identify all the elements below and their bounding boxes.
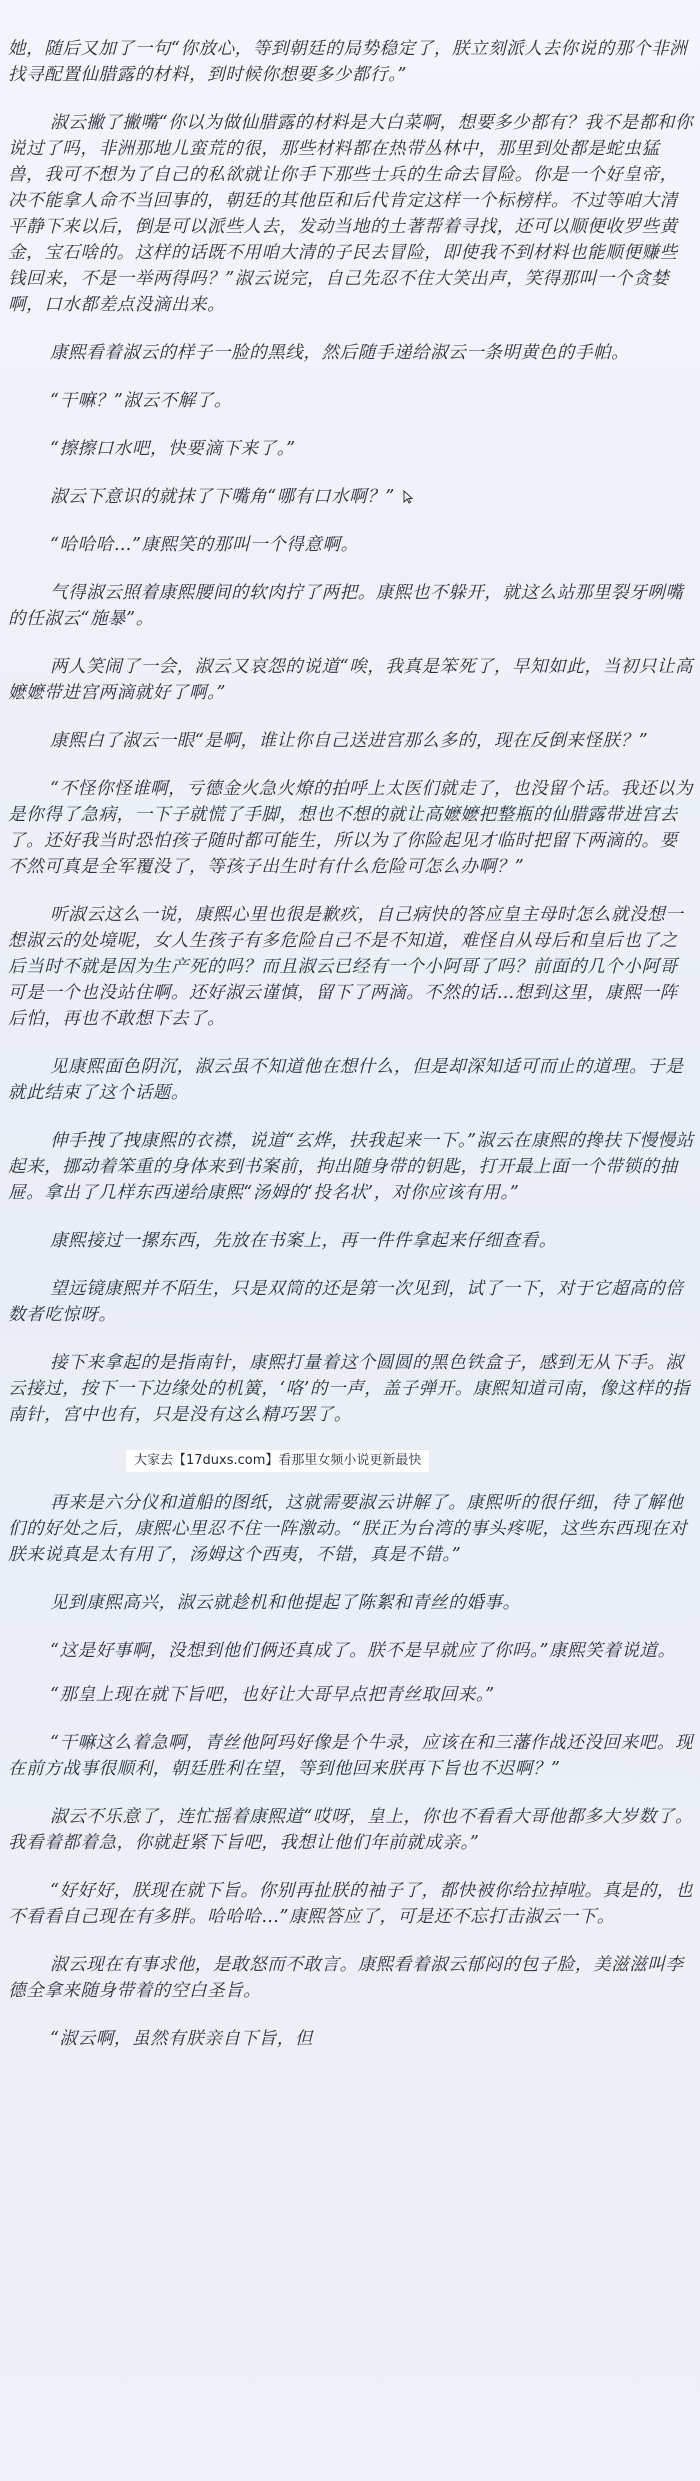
ad-suffix: 】看那里女频小说更新最快	[265, 1453, 422, 1468]
paragraph: 再来是六分仪和道船的图纸，这就需要淑云讲解了。康熙听的很仔细，待了解他们的好处之后，康熙心里忍不住一阵激动。“朕正为台湾的事头疼呢，这些东西现在对朕来说真是太有用了，汤姆这个西夷，不错，真是不错。”	[8, 1493, 688, 1565]
paragraph: “干嘛？”淑云不解了。	[50, 391, 232, 411]
paragraph: 听淑云这么一说，康熙心里也很是歉疚，自己病快的答应皇主母时怎么就没想一想淑云的处境呢，女人生孩子有多危险自己不是不知道，难怪自从母后和皇后也了之后当时不就是因为生产死的吗？而且淑云已经有一个小阿哥了吗？前面的几个小阿哥可是一个也没站住啊。还好淑云谨慎，留下了两滴。不然的话…想到这里，康熙一阵后怕，再也不敢想下去了。	[8, 905, 684, 1029]
ad-prefix: 大家去【	[134, 1453, 187, 1468]
paragraph: “干嘛这么着急啊，青丝他阿玛好像是个牛录，应该在和三藩作战还没回来吧。现在前方战事很顺利，朝廷胜利在望，等到他回来朕再下旨也不迟啊？”	[8, 1733, 694, 1779]
ad-site-link[interactable]: 17duxs.com	[186, 1453, 266, 1468]
mouse-cursor-icon	[403, 490, 413, 504]
paragraph: “不怪你怪谁啊，亏德金火急火燎的拍呼上太医们就走了，也没留个话。我还以为是你得了急病，一下子就慌了手脚，想也不想的就让高嬷嬷把整瓶的仙腊露带进宫去了。还好我当时恐怕孩子随时都可能生，所以为了你险起见才临时把留下两滴的。要不然可真是全军覆没了，等孩子出生时有什么危险可怎么办啊？”	[8, 779, 694, 877]
paragraph: 康熙接过一摞东西，先放在书案上，再一件件拿起来仔细查看。	[50, 1231, 557, 1251]
paragraph: 康熙看着淑云的样子一脸的黑线，然后随手递给淑云一条明黄色的手帕。	[50, 343, 630, 363]
paragraph: 两人笑闹了一会，淑云又哀怨的说道“唉，我真是笨死了，早知如此，当初只让高嬷嬷带进宫两滴就好了啊。”	[8, 657, 694, 703]
paragraph: “好好好，朕现在就下旨。你别再扯朕的袖子了，都快被你给拉掉啦。真是的，也不看看自己现在有多胖。哈哈哈…”康熙答应了，可是还不忘打击淑云一下。	[8, 1881, 694, 1927]
paragraph-with-cursor	[8, 484, 694, 510]
paragraph: “那皇上现在就下旨吧，也好让大哥早点把青丝取回来。”	[50, 1685, 495, 1705]
paragraph: 望远镜康熙并不陌生，只是双筒的还是第一次见到，试了一下，对于它超高的倍数者吃惊呀。	[8, 1279, 684, 1325]
paragraph-text: 淑云下意识的就抹了下嘴角“哪有口水啊？”	[50, 487, 395, 507]
paragraph: “哈哈哈…”康熙笑的那叫一个得意啊。	[50, 535, 359, 555]
paragraph: 气得淑云照着康熙腰间的软肉拧了两把。康熙也不躲开，就这么站那里裂牙咧嘴的任淑云“施暴”。	[8, 583, 684, 629]
paragraph: 见到康熙高兴，淑云就趁机和他提起了陈絮和青丝的婚事。	[50, 1593, 521, 1613]
paragraph: 接下来拿起的是指南针，康熙打量着这个圆圆的黑色铁盒子，感到无从下手。淑云接过，按下一下边缘处的机簧，‘咯’的一声，盖子弹开。康熙知道司南，像这样的指南针，宫中也有，只是没有这么精巧罢了。	[8, 1353, 691, 1425]
paragraph: 见康熙面色阴沉，淑云虽不知道他在想什么，但是却深知适可而止的道理。于是就此结束了这个话题。	[8, 1057, 684, 1103]
paragraph: 她，随后又加了一句“你放心，等到朝廷的局势稳定了，朕立刻派人去你说的那个非洲找寻配置仙腊露的材料，到时候你想要多少都行。”	[8, 39, 688, 85]
paragraph: “擦擦口水吧，快要滴下来了。”	[50, 439, 296, 459]
paragraph: “这是好事啊，没想到他们俩还真成了。朕不是早就应了你吗。”康熙笑着说道。	[50, 1641, 676, 1661]
novel-text-body	[8, 36, 694, 2074]
paragraph: 康熙白了淑云一眼“是啊，谁让你自己送进宫那么多的，现在反倒来怪朕？”	[50, 731, 649, 751]
paragraph: 淑云不乐意了，连忙摇着康熙道“哎呀，皇上，你也不看看大哥他都多大岁数了。我看着都着急，你就赶紧下旨吧，我想让他们年前就成亲。”	[8, 1807, 694, 1853]
paragraph: 淑云现在有事求他，是敢怒而不敢言。康熙看着淑云郁闷的包子脸，美滋滋叫李德全拿来随身带着的空白圣旨。	[8, 1955, 684, 2001]
paragraph: 伸手拽了拽康熙的衣襟，说道“玄烨，扶我起来一下。”淑云在康熙的搀扶下慢慢站起来，挪动着笨重的身体来到书案前，拘出随身带的钥匙，打开最上面一个带锁的抽屉。拿出了几样东西递给康熙“汤姆的‘投名状’，对你应该有用。”	[8, 1131, 694, 1203]
site-ad-banner[interactable]	[126, 1450, 429, 1472]
paragraph: 淑云撇了撇嘴“你以为做仙腊露的材料是大白菜啊，想要多少都有？我不是都和你说过了吗，非洲那地儿蛮荒的很，那些材料都在热带丛林中，那里到处都是蛇虫猛兽，我可不想为了自己的私欲就让你手下那些士兵的生命去冒险。你是一个好皇帝，决不能拿人命不当回事的，朝廷的其他臣和后代肯定这样一个标榜样。不过等咱大清平静下来以后，倒是可以派些人去，发动当地的土著帮着寻找，还可以顺便收罗些黄金，宝石啥的。这样的话既不用咱大清的子民去冒险，即使我不到材料也能顺便赚些钱回来，不是一举两得吗？”淑云说完，自己先忍不住大笑出声，笑得那叫一个贪婪啊，口水都差点没滴出来。	[8, 113, 694, 315]
paragraph: “淑云啊，虽然有朕亲自下旨，但	[50, 2029, 313, 2049]
